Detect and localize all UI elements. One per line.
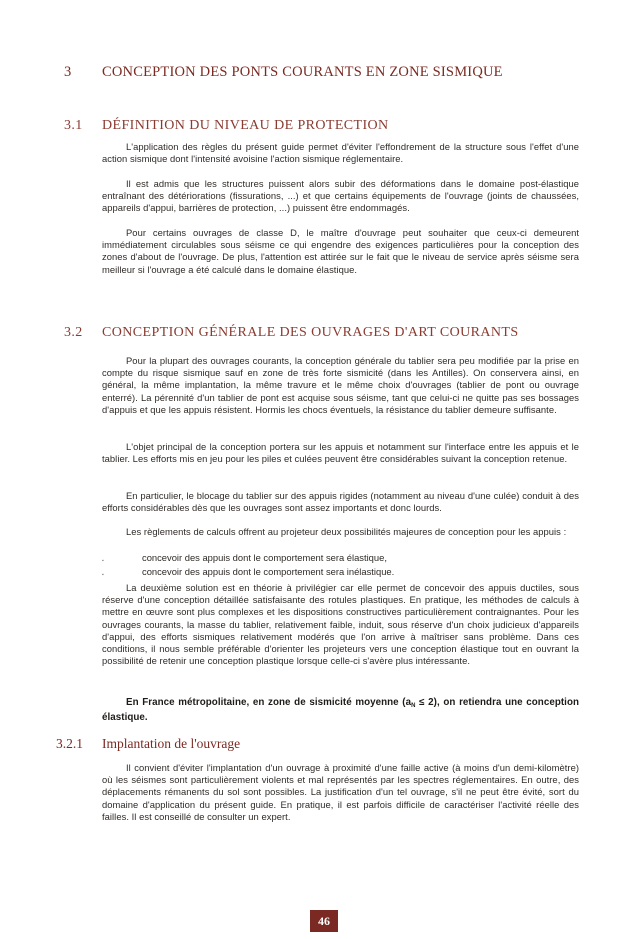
page-number: 46 xyxy=(310,910,338,932)
paragraph: Il convient d'éviter l'implantation d'un ouvrage à proximité d'une faille active (à moins d'un demi-kilomètre) où les séismes sont particulièrement violents et mal représentés par les spectres réglementaires. En outre, des déplacements rémanents du sol sont possibles. La justification d'un tel ouvrage, s'il ne peut être évité, sort du domaine d'application du présent guide. En pratique, il est parfois difficile de caractériser l'activité réelle des failles. Il est conseillé de consulter un expert. xyxy=(102,762,579,822)
subsection-title: DÉFINITION DU NIVEAU DE PROTECTION xyxy=(102,118,389,133)
bullet-marker: ▪ xyxy=(102,558,104,564)
paragraph: La deuxième solution est en théorie à privilégier car elle permet de concevoir des appuis ductiles, sous réserve d'une conception détaillée satisfaisante des rotules plastiques. En pratique, les méthodes de calculs à mettre en œuvre sont plus complexes et les dispositions constructives particulièrement contraignantes. Pour les ouvrages courants, la masse du tablier, relativement faible, induit, sous réserve d'un choix judicieux d'appareils d'appui, des efforts sismiques relativement modérés que l'on arrive à maîtriser sans problème. Dans ces conditions, il nous semble préférable d'orienter les projeteurs vers une conception élastique tout en ouvrant la possibilité de retenir une conception plastique lorsque celle-ci s'avère plus intéressante. xyxy=(102,582,579,667)
emphasis-text: ≤ 2), on retiendra une conception élastique. xyxy=(102,697,580,724)
bullet-marker: ▪ xyxy=(102,572,104,578)
list-item-text: concevoir des appuis dont le comportement sera élastique, xyxy=(142,552,387,563)
paragraph: En particulier, le blocage du tablier sur des appuis rigides (notamment au niveau d'une culée) conduit à des efforts considérables dès que les ouvrages sont assez importants et donc lourds. xyxy=(102,490,579,514)
subsection-title: CONCEPTION GÉNÉRALE DES OUVRAGES D'ART COURANTS xyxy=(102,325,519,340)
subsection-number: 3.1 xyxy=(64,118,83,133)
subscript-n: N xyxy=(411,703,416,709)
paragraph: L'objet principal de la conception portera sur les appuis et notamment sur l'interface entre les appuis et le tablier. Les efforts mis en jeu pour les piles et culées peuvent être considérables suivant la conception retenue. xyxy=(102,441,579,465)
paragraph: Il est admis que les structures puissent alors subir des déformations dans le domaine post-élastique entraînant des détériorations (fissurations, ...) et que certains équipements de l'ouvrage (joints de chaussées, appareils d'appui, barrières de protection, ...) puissent être endommagés. xyxy=(102,178,579,214)
subsubsection-number: 3.2.1 xyxy=(56,736,83,751)
list-item-text: concevoir des appuis dont le comportement sera inélastique. xyxy=(142,566,395,577)
paragraph: L'application des règles du présent guide permet d'éviter l'effondrement de la structure sous l'effet d'une action sismique dont l'intensité avoisine l'action sismique réglementaire. xyxy=(102,141,579,165)
subsection-heading-3-1 xyxy=(64,118,584,134)
section-title: CONCEPTION DES PONTS COURANTS EN ZONE SISMIQUE xyxy=(102,64,503,80)
subsubsection-title: Implantation de l'ouvrage xyxy=(102,736,241,751)
subsubsection-heading-3-2-1 xyxy=(56,736,576,752)
emphasis-paragraph xyxy=(102,697,579,724)
paragraph: Les règlements de calculs offrent au projeteur deux possibilités majeures de conception pour les appuis : xyxy=(126,526,567,537)
emphasis-text: En France métropolitaine, en zone de sismicité moyenne (a xyxy=(126,697,412,708)
paragraph: Pour certains ouvrages de classe D, le maître d'ouvrage peut souhaiter que ceux-ci demeurent immédiatement circulables sous séisme ce qui engendre des exigences particulières pour la conception des zones d'about de l'ouvrage. De plus, l'attention est attirée sur le fait que le niveau de service après séisme sera meilleur si l'ouvrage a été calculé dans le domaine élastique. xyxy=(102,227,579,275)
subsection-heading-3-2 xyxy=(64,325,584,341)
paragraph: Pour la plupart des ouvrages courants, la conception générale du tablier sera peu modifiée par la prise en compte du risque sismique sauf en zone de très forte sismicité (dans les Antilles). On conservera ainsi, en général, la même implantation, la même travure et le même choix d'ouvrages (tablier de pont ou ouvrage enterré). La pérennité d'un tablier de pont est acquise sous séisme, tant que celui-ci ne quitte pas ses bossages d'appuis et que les appuis résistent. Hormis les chocs éventuels, la résistance du tablier demeure suffisante. xyxy=(102,355,579,415)
section-number: 3 xyxy=(64,64,72,80)
subsection-number: 3.2 xyxy=(64,325,83,340)
section-heading xyxy=(64,64,584,81)
